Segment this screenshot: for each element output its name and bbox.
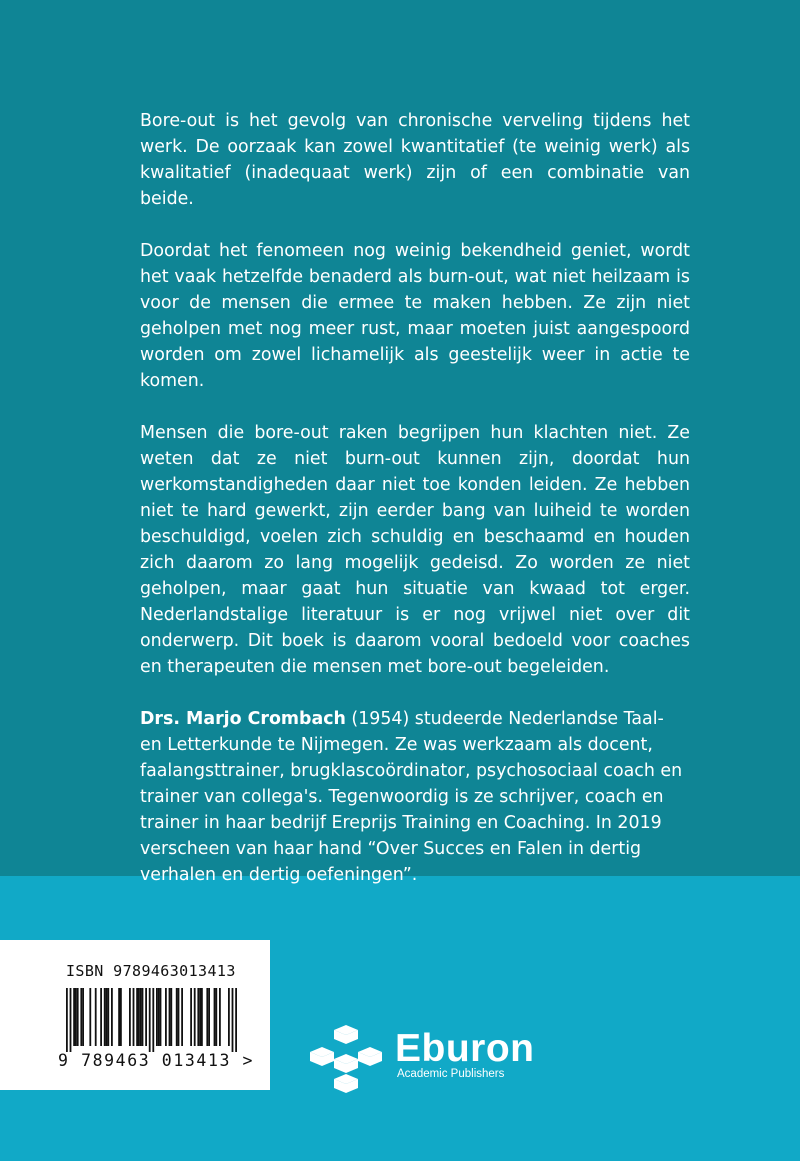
blurb-paragraph-1: Bore-out is het gevolg van chronische verveling tijdens het werk. De oorzaak kan zowel kwantitatief (te weinig werk) als kwalitatief (inadequaat werk) zijn of een combinatie van beide. — [140, 111, 690, 209]
blurb-paragraph-2: Doordat het fenomeen nog weinig bekendheid geniet, wordt het vaak hetzelfde benaderd als burn-out, wat niet heilzaam is voor de mensen die ermee te maken hebben. Ze zijn niet geholpen met nog meer rust, maar moeten juist aangespoord worden om zowel lichamelijk als geestelijk weer in actie te komen. — [140, 241, 690, 391]
barcode-bar — [165, 988, 167, 1046]
barcode-bar — [219, 988, 221, 1046]
barcode-bar — [170, 988, 172, 1046]
barcode-bar — [80, 988, 82, 1046]
barcode-bar — [169, 988, 171, 1046]
author-bio — [140, 706, 690, 888]
logo-left-book — [310, 1047, 334, 1066]
barcode-bar — [100, 988, 102, 1046]
barcode-bar — [75, 988, 77, 1046]
barcode-bar — [156, 988, 158, 1046]
barcode-bar — [215, 988, 217, 1046]
back-cover-text — [140, 108, 690, 914]
barcode-bar — [118, 988, 120, 1046]
barcode-bar — [73, 988, 75, 1046]
barcode-bar — [190, 988, 192, 1046]
blurb-paragraph-3: Mensen die bore-out raken begrijpen hun klachten niet. Ze weten dat ze niet burn-out kunnen zijn, doordat hun werkomstandigheden daar niet toe konden leiden. Ze hebben niet te hard gewerkt, zijn eerder bang van luiheid te worden beschuldigd, voelen zich schuldig en beschaamd en houden zich daarom zo lang mogelijk gedeisd. Zo worden ze niet geholpen, maar gaat hun situatie van kwaad tot erger. Nederlandstalige literatuur is er nog vrijwel niet over dit onderwerp. Dit boek is daarom vooral bedoeld voor coaches en therapeuten die mensen met bore-out begeleiden. — [140, 423, 690, 677]
logo-right-book — [358, 1047, 382, 1066]
barcode-bar — [228, 988, 230, 1046]
barcode-bar — [214, 988, 216, 1046]
barcode-bar — [106, 988, 108, 1046]
barcode-bar — [133, 988, 135, 1046]
barcode-bar — [232, 988, 234, 1052]
logo-bottom-book — [334, 1074, 358, 1093]
barcode-bar — [107, 988, 109, 1046]
author-name: Drs. Marjo Crombach — [140, 709, 346, 729]
barcode-bar — [66, 988, 68, 1052]
logo-top-book — [334, 1025, 358, 1044]
barcode-bar — [206, 988, 208, 1046]
barcode-bar — [70, 988, 72, 1052]
publisher-name: Eburon — [395, 1027, 535, 1070]
barcode-bar — [145, 988, 147, 1046]
barcode-bar — [176, 988, 178, 1046]
barcode-bar — [194, 988, 196, 1046]
barcode-bar — [77, 988, 79, 1046]
barcode-bar — [201, 988, 203, 1046]
barcode — [66, 988, 244, 1052]
barcode-bar — [199, 988, 201, 1046]
barcode-bar — [136, 988, 138, 1046]
stacked-books-logo-icon — [308, 1025, 384, 1093]
barcode-bar — [208, 988, 210, 1046]
barcode-bar — [82, 988, 84, 1046]
barcode-bar — [197, 988, 199, 1046]
barcode-bar — [160, 988, 162, 1046]
barcode-bar — [140, 988, 142, 1046]
barcode-bar — [149, 988, 151, 1052]
barcode-bar — [142, 988, 144, 1046]
barcode-bar — [235, 988, 237, 1052]
barcode-bar — [89, 988, 91, 1046]
logo-middle-book — [334, 1054, 358, 1073]
barcode-bar — [120, 988, 122, 1046]
barcode-bar — [129, 988, 131, 1046]
barcode-bar — [178, 988, 180, 1046]
barcode-bar — [181, 988, 183, 1046]
barcode-bar — [158, 988, 160, 1046]
barcode-bar — [95, 988, 97, 1046]
barcode-bar — [111, 988, 113, 1046]
barcode-bar — [104, 988, 106, 1046]
barcode-digits: 9 789463 013413 > — [58, 1051, 255, 1070]
barcode-bar — [152, 988, 154, 1052]
author-bio-text: (1954) studeerde Nederlandse Taal- en Letterkunde te Nijmegen. Ze was werkzaam als docent, faalangsttrainer, brugklascoördinator, psychosociaal coach en trainer van collega's. Tegenwoordig is ze schrijver, coach en trainer in haar bedrijf Ereprijs Training en Coaching. In 2019 verscheen van haar hand “Over Succes en Falen in dertig verhalen en dertig oefeningen”. — [140, 709, 683, 885]
publisher-tagline: Academic Publishers — [397, 1068, 505, 1080]
isbn-label: ISBN 9789463013413 — [66, 962, 236, 980]
barcode-bar — [138, 988, 140, 1046]
